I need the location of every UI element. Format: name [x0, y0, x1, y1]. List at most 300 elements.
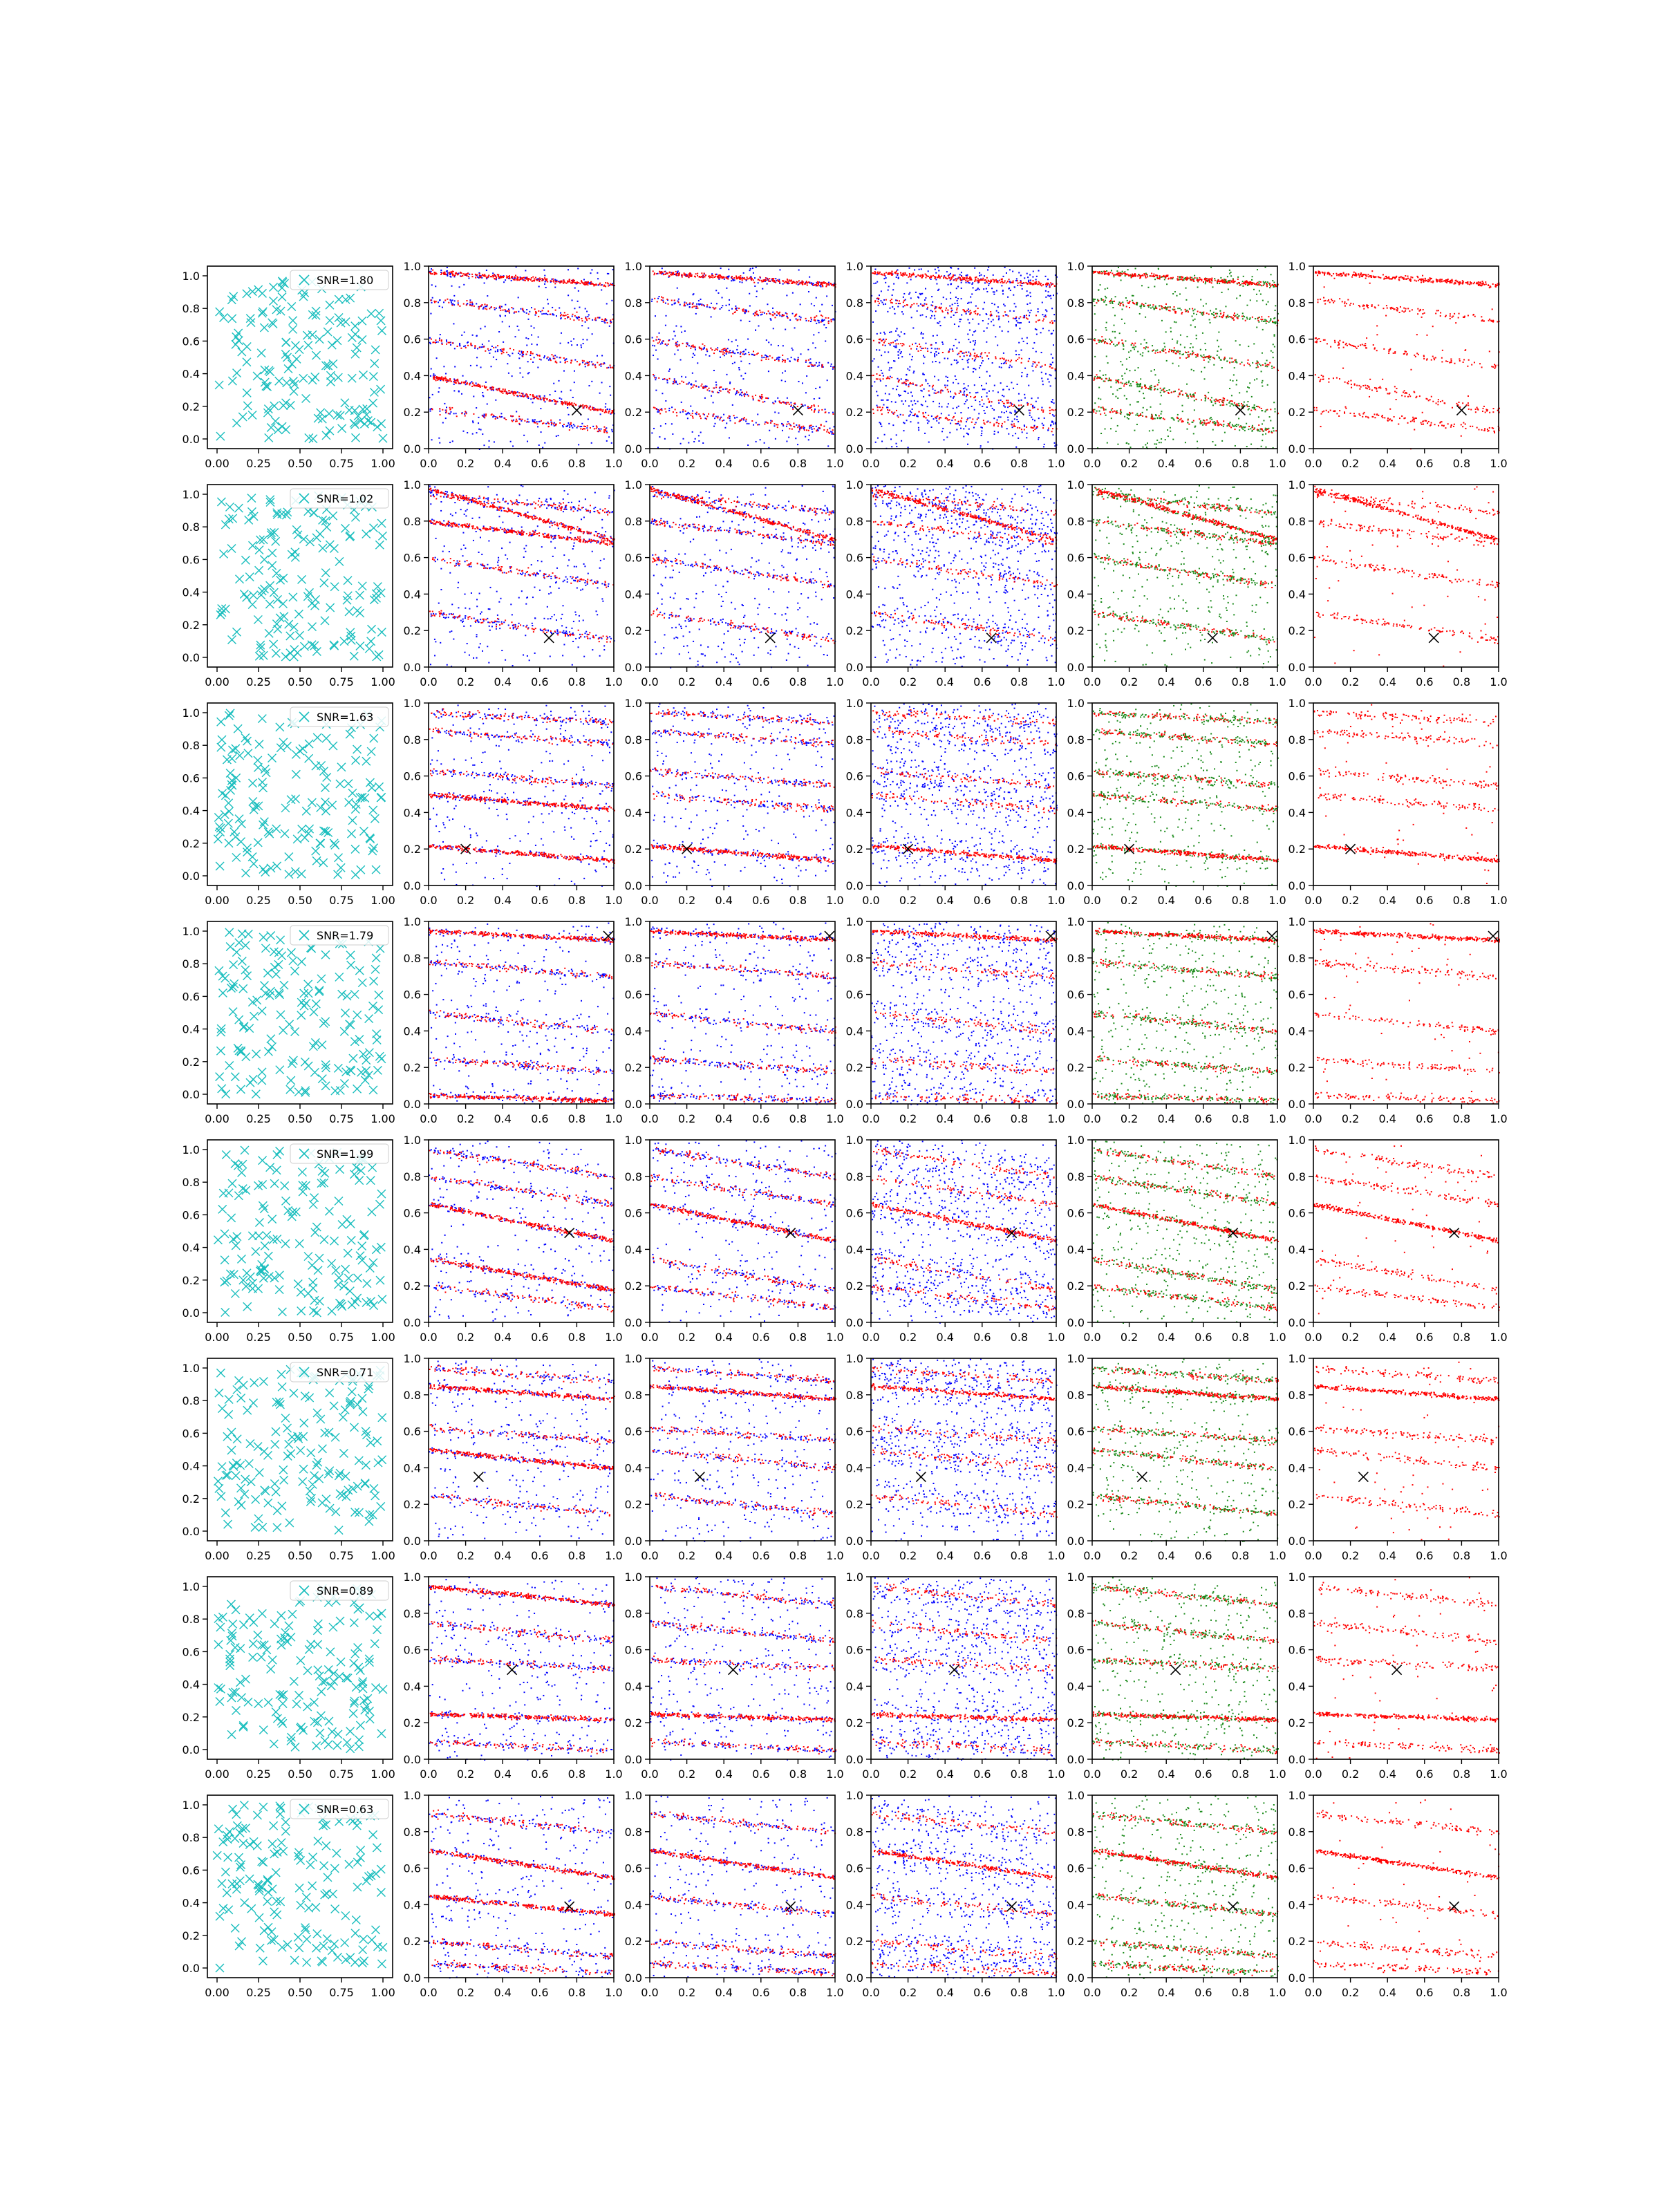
scatter-point — [673, 272, 674, 274]
scatter-point — [491, 366, 492, 367]
scatter-point — [509, 326, 510, 327]
scatter-point — [774, 411, 776, 413]
scatter-point — [608, 285, 609, 287]
scatter-point — [910, 392, 912, 393]
scatter-point — [471, 301, 473, 303]
scatter-point — [351, 322, 359, 330]
scatter-point — [373, 423, 382, 431]
scatter-point — [600, 366, 601, 367]
scatter-point — [326, 427, 334, 435]
scatter-point — [811, 424, 812, 426]
scatter-point — [1049, 284, 1050, 285]
scatter-point — [983, 403, 984, 404]
scatter-point — [693, 353, 694, 355]
scatter-point — [883, 375, 884, 377]
scatter-point — [675, 342, 677, 344]
scatter-point — [988, 285, 989, 286]
scatter-point — [503, 352, 504, 353]
scatter-point — [901, 311, 903, 312]
scatter-point — [923, 355, 924, 357]
scatter-point — [1001, 367, 1002, 368]
scatter-point — [435, 339, 436, 341]
scatter-point — [764, 423, 765, 424]
scatter-point — [664, 274, 666, 275]
scatter-point — [822, 285, 823, 287]
scatter-point — [501, 348, 503, 350]
scatter-point — [547, 303, 549, 304]
scatter-point — [897, 415, 898, 416]
scatter-point — [821, 283, 822, 285]
scatter-point — [956, 407, 957, 409]
scatter-point — [961, 272, 962, 273]
scatter-point — [784, 282, 785, 283]
scatter-point — [753, 399, 754, 400]
scatter-point — [764, 442, 765, 444]
scatter-point — [466, 413, 467, 414]
scatter-point — [883, 299, 885, 301]
scatter-point — [592, 319, 593, 321]
scatter-point — [749, 306, 751, 307]
scatter-point — [808, 291, 809, 292]
scatter-point — [925, 343, 926, 344]
scatter-point — [720, 386, 721, 388]
scatter-point — [304, 341, 312, 349]
scatter-point — [434, 379, 435, 380]
scatter-point — [581, 320, 583, 321]
scatter-point — [801, 426, 803, 427]
scatter-point — [994, 291, 995, 292]
scatter-point — [540, 408, 541, 409]
y-tick-label: 0.2 — [625, 406, 642, 419]
scatter-point — [795, 438, 796, 439]
scatter-point — [526, 354, 527, 355]
scatter-point — [527, 351, 528, 353]
scatter-point — [497, 390, 498, 391]
scatter-point — [903, 313, 904, 315]
scatter-point — [551, 279, 552, 280]
scatter-point — [563, 426, 564, 427]
scatter-point — [1053, 415, 1055, 417]
scatter-point — [722, 297, 723, 299]
scatter-point — [720, 277, 721, 279]
scatter-point — [543, 313, 545, 315]
scatter-point — [986, 392, 988, 393]
scatter-point — [515, 421, 516, 422]
scatter-point — [744, 393, 745, 395]
scatter-point — [457, 379, 458, 380]
scatter-point — [246, 315, 254, 323]
scatter-point — [786, 313, 787, 315]
scatter-point — [476, 335, 478, 337]
scatter-point — [661, 272, 662, 274]
scatter-point — [955, 297, 957, 298]
scatter-point — [704, 272, 705, 274]
scatter-point — [708, 413, 709, 415]
scatter-point — [971, 283, 973, 285]
scatter-point — [980, 427, 982, 428]
scatter-point — [668, 371, 670, 372]
scatter-point — [993, 418, 995, 419]
scatter-point — [1029, 415, 1031, 416]
scatter-point — [896, 446, 897, 447]
scatter-point — [1052, 422, 1053, 423]
scatter-point — [227, 296, 236, 304]
x-tick-label: 1.0 — [1047, 457, 1065, 470]
scatter-point — [278, 293, 286, 301]
scatter-point — [523, 277, 525, 279]
scatter-point — [724, 427, 726, 429]
scatter-point — [900, 414, 901, 415]
scatter-point — [680, 359, 682, 361]
scatter-point — [657, 411, 658, 413]
scatter-point — [692, 415, 693, 417]
scatter-point — [729, 310, 730, 311]
scatter-point — [585, 282, 586, 283]
scatter-point — [664, 408, 666, 409]
scatter-point — [785, 359, 786, 361]
scatter-point — [984, 388, 986, 390]
scatter-point — [756, 267, 757, 268]
scatter-point — [595, 317, 597, 319]
scatter-point — [814, 428, 815, 429]
scatter-point — [438, 438, 440, 439]
scatter-point — [892, 306, 893, 308]
scatter-point — [688, 413, 690, 414]
scatter-point — [453, 384, 455, 385]
scatter-point — [682, 276, 683, 278]
scatter-point — [544, 395, 545, 397]
scatter-point — [438, 391, 440, 393]
scatter-point — [893, 360, 894, 362]
scatter-point — [439, 411, 440, 412]
x-tick-label: 0.6 — [531, 457, 548, 470]
scatter-point — [903, 306, 904, 308]
scatter-point — [925, 412, 926, 413]
scatter-point — [1022, 338, 1023, 339]
scatter-point — [514, 279, 516, 281]
scatter-point — [653, 270, 654, 272]
scatter-point — [513, 420, 514, 421]
scatter-point — [561, 332, 562, 334]
scatter-point — [674, 378, 675, 379]
scatter-point — [686, 346, 687, 347]
scatter-point — [731, 355, 732, 357]
scatter-point — [817, 285, 818, 286]
scatter-point — [596, 425, 597, 427]
scatter-point — [888, 285, 890, 287]
scatter-point — [458, 302, 459, 303]
scatter-point — [934, 393, 935, 394]
scatter-point — [522, 308, 523, 310]
scatter-point — [548, 359, 550, 361]
scatter-point — [581, 281, 583, 283]
scatter-point — [693, 346, 694, 348]
scatter-point — [879, 422, 880, 423]
scatter-point — [799, 316, 800, 317]
y-tick-label: 0.6 — [404, 333, 421, 346]
scatter-point — [599, 283, 600, 285]
scatter-point — [909, 268, 910, 269]
scatter-point — [451, 305, 453, 306]
scatter-point — [888, 362, 889, 364]
scatter-point — [517, 326, 518, 327]
scatter-point — [487, 295, 488, 297]
y-tick-label: 1.0 — [625, 260, 642, 273]
scatter-point — [782, 430, 783, 431]
scatter-point — [512, 277, 513, 279]
scatter-point — [935, 342, 937, 344]
scatter-point — [1047, 430, 1049, 431]
scatter-point — [454, 348, 456, 349]
scatter-point — [503, 393, 504, 394]
scatter-point — [918, 429, 919, 431]
scatter-point — [740, 361, 742, 362]
scatter-point — [988, 391, 990, 392]
scatter-point — [877, 281, 878, 283]
scatter-point — [897, 378, 898, 379]
scatter-point — [491, 306, 492, 308]
x-tick-label: 0.8 — [568, 457, 585, 470]
scatter-point — [480, 328, 481, 329]
scatter-point — [451, 302, 452, 303]
scatter-point — [791, 348, 793, 349]
scatter-point — [467, 432, 468, 433]
scatter-point — [676, 412, 677, 413]
scatter-point — [668, 340, 669, 341]
scatter-point — [243, 290, 251, 298]
scatter-point — [742, 378, 744, 379]
y-tick-label: 1.0 — [182, 270, 200, 283]
scatter-point — [879, 294, 880, 296]
scatter-point — [587, 316, 588, 317]
scatter-point — [510, 415, 512, 417]
scatter-point — [433, 373, 434, 375]
scatter-point — [717, 417, 718, 418]
scatter-point — [753, 313, 754, 315]
scatter-point — [1004, 305, 1006, 306]
scatter-point — [724, 355, 725, 356]
scatter-point — [932, 362, 933, 363]
scatter-point — [507, 363, 508, 364]
scatter-point — [479, 384, 480, 386]
scatter-point — [878, 366, 879, 368]
scatter-point — [550, 400, 552, 402]
scatter-point — [577, 268, 579, 269]
scatter-point — [786, 404, 787, 405]
scatter-point — [659, 341, 660, 343]
scatter-point — [463, 284, 465, 285]
scatter-point — [568, 294, 569, 296]
scatter-point — [585, 405, 587, 406]
scatter-point — [511, 420, 512, 421]
scatter-point — [592, 333, 593, 335]
scatter-point — [1032, 419, 1033, 420]
scatter-point — [948, 403, 949, 404]
scatter-point — [921, 404, 923, 406]
scatter-point — [516, 419, 517, 420]
scatter-point — [599, 393, 601, 394]
scatter-point — [956, 429, 957, 431]
scatter-point — [986, 314, 987, 315]
scatter-point — [766, 355, 767, 357]
scatter-point — [665, 411, 666, 413]
scatter-point — [675, 382, 677, 383]
scatter-point — [1024, 394, 1025, 395]
scatter-point — [496, 417, 498, 418]
scatter-point — [818, 405, 819, 406]
scatter-point — [453, 323, 454, 324]
scatter-point — [612, 366, 613, 368]
scatter-point — [998, 317, 1000, 319]
scatter-point — [791, 281, 792, 282]
scatter-point — [562, 404, 563, 405]
scatter-point — [1033, 271, 1034, 272]
scatter-point — [1041, 377, 1042, 379]
scatter-point — [733, 415, 735, 416]
scatter-point — [932, 335, 934, 337]
scatter-point — [1004, 412, 1005, 413]
scatter-point — [1029, 315, 1030, 317]
scatter-point — [550, 280, 552, 281]
scatter-point — [1018, 272, 1020, 273]
scatter-point — [495, 416, 496, 418]
scatter-point — [662, 268, 663, 269]
scatter-point — [673, 330, 675, 332]
scatter-point — [931, 415, 932, 417]
scatter-point — [682, 409, 684, 411]
scatter-point — [488, 340, 489, 341]
scatter-point — [482, 415, 484, 417]
scatter-point — [975, 392, 977, 393]
scatter-point — [570, 319, 571, 320]
scatter-point — [783, 359, 785, 361]
scatter-point — [554, 283, 556, 284]
scatter-point — [507, 310, 508, 312]
scatter-point — [897, 386, 898, 387]
scatter-point — [908, 447, 909, 448]
scatter-point — [948, 274, 950, 275]
scatter-point — [446, 409, 447, 411]
scatter-point — [762, 279, 764, 281]
scatter-point — [605, 430, 606, 431]
scatter-point — [923, 363, 924, 364]
scatter-point — [501, 306, 503, 308]
scatter-point — [441, 272, 442, 274]
scatter-point — [675, 271, 677, 272]
scatter-point — [910, 297, 912, 299]
scatter-point — [585, 308, 586, 310]
x-tick-label: 1.00 — [371, 457, 395, 470]
scatter-point — [518, 353, 519, 354]
scatter-point — [599, 429, 600, 431]
scatter-point — [478, 422, 479, 424]
scatter-point — [571, 402, 572, 404]
scatter-point — [522, 310, 523, 311]
scatter-point — [572, 299, 573, 301]
scatter-point — [900, 353, 901, 354]
scatter-point — [788, 437, 789, 438]
scatter-point — [749, 270, 751, 271]
scatter-point — [669, 272, 671, 273]
scatter-point — [998, 316, 1000, 317]
scatter-point — [671, 406, 673, 408]
scatter-point — [519, 395, 521, 396]
scatter-points — [871, 267, 1058, 450]
scatter-point — [443, 377, 444, 379]
scatter-point — [477, 385, 478, 386]
scatter-point — [749, 363, 750, 364]
scatter-point — [766, 313, 767, 315]
scatter-point — [575, 404, 577, 406]
scatter-point — [968, 433, 969, 435]
scatter-point — [573, 424, 574, 425]
scatter-point — [563, 279, 565, 281]
scatter-point — [720, 418, 721, 419]
scatter-point — [998, 416, 1000, 418]
scatter-point — [469, 299, 471, 301]
scatter-point — [996, 310, 997, 312]
scatter-point — [449, 342, 450, 344]
scatter-point — [485, 326, 486, 327]
scatter-point — [826, 295, 827, 297]
scatter-point — [271, 417, 279, 425]
scatter-point — [460, 276, 462, 277]
scatter-point — [444, 272, 446, 274]
scatter-point — [1020, 274, 1022, 276]
scatter-point — [568, 414, 570, 415]
scatter-point — [967, 444, 968, 445]
scatter-point — [888, 290, 889, 291]
scatter-point — [578, 316, 579, 317]
scatter-point — [998, 319, 1000, 320]
scatter-point — [486, 277, 487, 279]
scatter-point — [742, 279, 743, 281]
scatter-point — [580, 428, 581, 429]
scatter-point — [567, 407, 568, 409]
scatter-point — [556, 435, 557, 437]
scatter-point — [735, 276, 737, 277]
scatter-point — [454, 366, 456, 367]
scatter-point — [908, 294, 910, 295]
scatter-point — [434, 301, 435, 303]
scatter-point — [736, 308, 738, 309]
scatter-point — [549, 400, 550, 402]
scatter-point — [814, 406, 815, 407]
scatter-point — [505, 304, 506, 306]
scatter-point — [920, 315, 921, 316]
scatter-point — [749, 321, 750, 322]
scatter-point — [534, 422, 535, 423]
scatter-point — [785, 371, 786, 372]
scatter-point — [695, 438, 696, 440]
scatter-point — [975, 340, 976, 341]
scatter-point — [828, 284, 830, 285]
scatter-point — [775, 401, 776, 402]
scatter-point — [955, 413, 956, 414]
scatter-point — [563, 424, 565, 425]
scatter-point — [968, 429, 970, 430]
scatter-point — [579, 364, 580, 366]
scatter-point — [544, 283, 545, 285]
scatter-point — [514, 311, 516, 312]
scatter-point — [771, 357, 773, 359]
scatter-point — [433, 272, 435, 273]
scatter-point — [789, 360, 791, 362]
scatter-point — [493, 275, 494, 276]
scatter-point — [1035, 279, 1037, 280]
x-tick-label: 0.8 — [789, 457, 807, 470]
scatter-point — [912, 328, 914, 329]
